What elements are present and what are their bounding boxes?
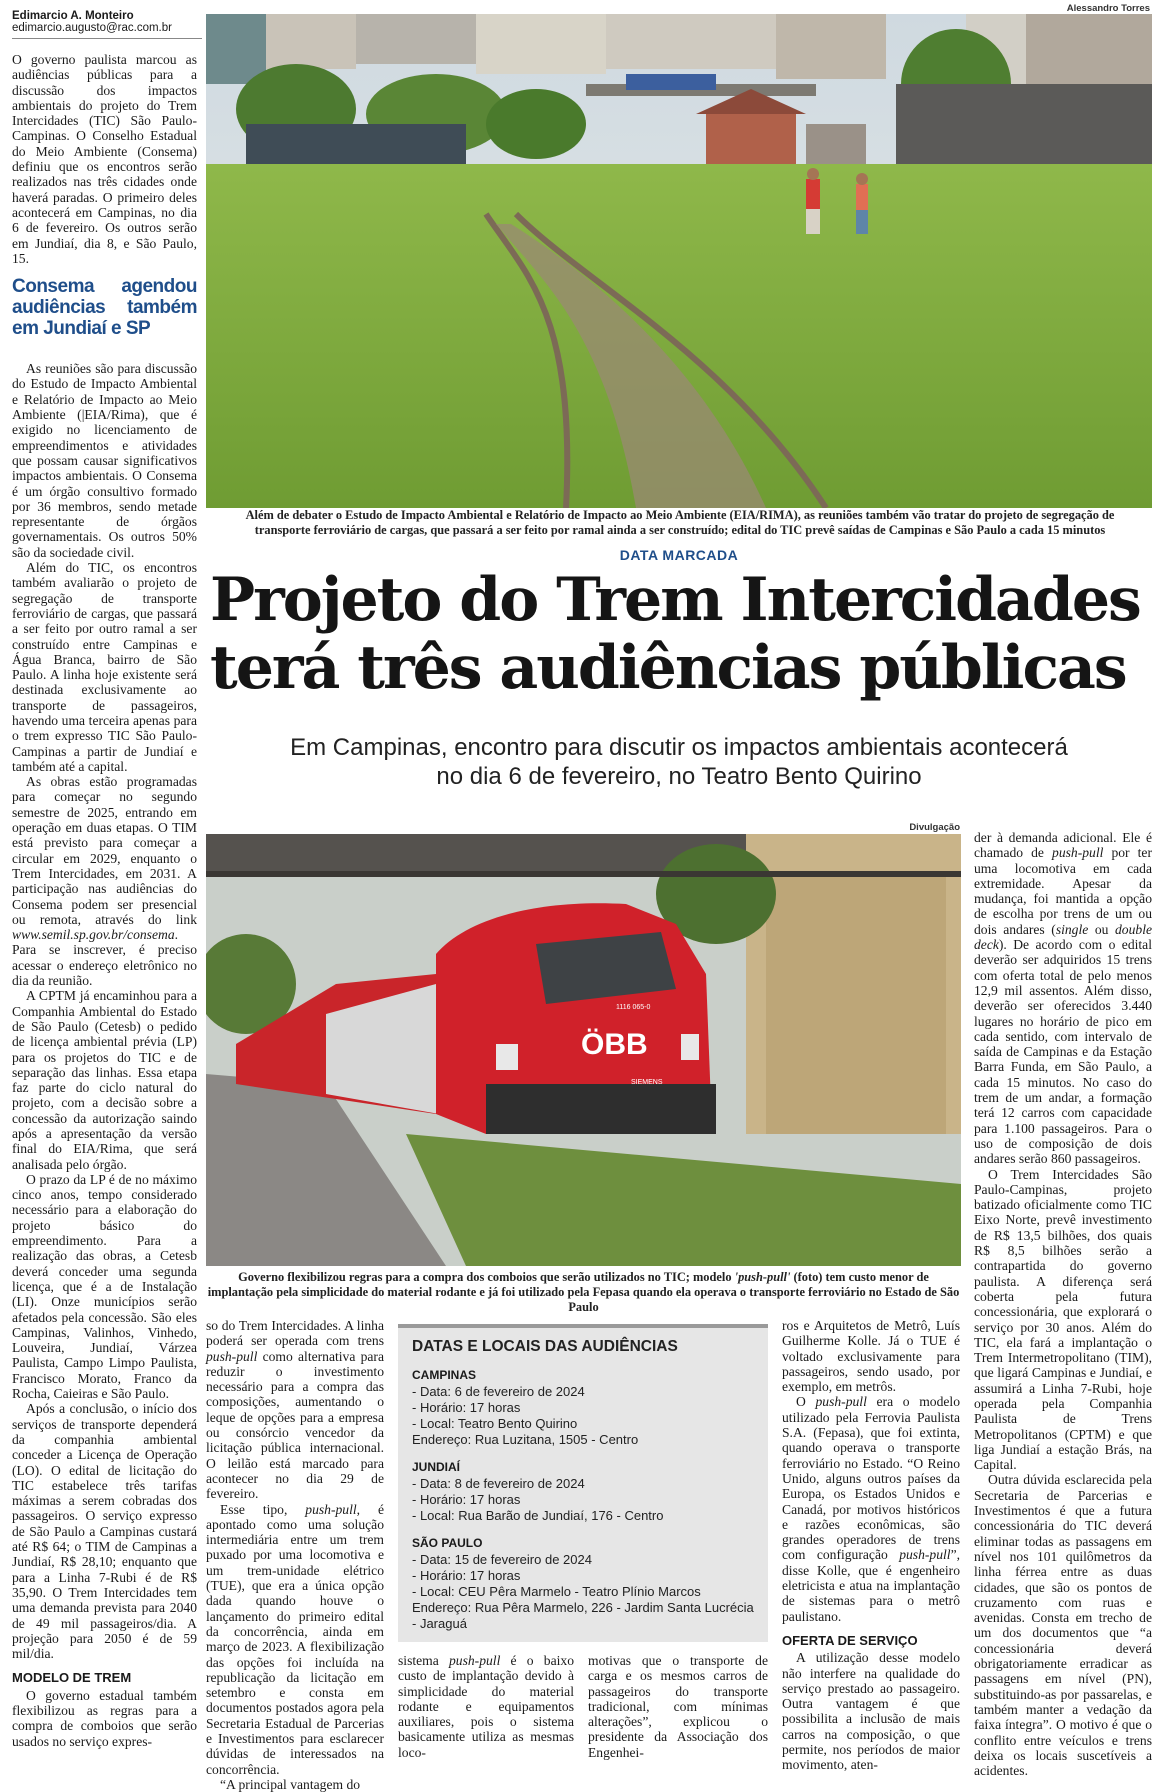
- body-paragraph: O Trem Intercidades São Paulo-Campinas, projeto batizado oficialmente como TIC Eixo Norte, prevê investimento de R$ 13,5 bilhões, dos quais R$ 8,5 bilhões serão a contrapartida do governo paulista. A diferença será coberta pela futura concessionária, que explorará o serviço por 30 anos. Além do TIC, ela fará a implantação o Trem Intermetropolitano (TIM), que ligará Campinas e Jundiaí, e assumirá a Linha 7-Rubi, hoje operada pela Companhia Paulista de Trens Metropolitanos (CPTM) e que liga Jundiaí a estação Brás, na Capital.: [974, 1166, 1152, 1473]
- sidebar-intro: O governo paulista marcou as audiências públicas para a discussão dos impactos ambientais do projeto do Trem Intercidades (TIC) São Paulo-Campinas. O Conselho Estadual do Meio Ambiente (Consema) definiu que os encontros serão realizados nas três cidades onde haverá paradas. O primeiro deles acontecerá em Campinas, no dia 6 de fevereiro. Os outros serão em Jundiaí, dia 8, e São Paulo, 15.: [12, 52, 197, 266]
- body-paragraph: A utilização desse modelo não interfere na qualidade do serviço prestado ao passageiro. Outra vantagem é que possibilita a inclusão de mais carros na composição, o que permite, nos períodos de maior movimento, aten-: [782, 1650, 960, 1773]
- info-box-city: CAMPINAS - Data: 6 de fevereiro de 2024 - Horário: 17 horas - Local: Teatro Bento Quirino Endereço: Rua Luzitana, 1505 - Centro: [412, 1368, 639, 1447]
- byline: [12, 10, 202, 39]
- photo-credit: Alessandro Torres: [1066, 3, 1150, 14]
- maker-plate: SIEMENS: [631, 1079, 663, 1086]
- author-email: edimarcio.augusto@rac.com.br: [12, 22, 172, 34]
- subheadline-line: Em Campinas, encontro para discutir os impactos ambientais acontecerá: [290, 734, 1068, 761]
- info-box: [398, 1324, 768, 1642]
- headline-line: Projeto do Trem Intercidades: [210, 565, 1140, 635]
- consema-link[interactable]: www.semil.sp.gov.br/consema: [12, 927, 175, 943]
- body-column-5: [782, 1318, 960, 1773]
- sidebar-paragraph: As obras estão programadas para começar no segundo semestre de 2025, entrando em operação em duas etapas. O TIM está previsto para começar a circular em 2029, enquanto o Trem Intercidades, em 2031. A participação nas audiências do Consema podem ser presencial ou remota, através do link www.semil.sp.gov.br/consema. Para se inscrever, é preciso acessar o endereço eletrônico no dia da reunião.: [12, 774, 197, 989]
- author-name: Edimarcio A. Monteiro: [12, 10, 134, 22]
- sidebar-paragraph: Após a conclusão, o início dos serviços de transporte dependerá da companhia ambiental conceder a Licença de Operação (LO). O edital de licitação do TIC estabelece três tarifas máximas a serem cobradas dos passageiros. O serviço expresso de São Paulo a Campinas custará até R$ 64; o TIM de Campinas a Jundiaí, R$ 28,10; enquanto que para a Linha 7-Rubi é de R$ 35,90. O Trem Intercidades tem uma demanda prevista para 2040 de 49 mil passageiros/dia. A projeção para 2050 é de 59 mil/dia.: [12, 1401, 197, 1662]
- info-box-title: DATAS E LOCAIS DAS AUDIÊNCIAS: [412, 1338, 678, 1355]
- train-photo: [206, 834, 961, 1266]
- info-box-city: SÃO PAULO - Data: 15 de fevereiro de 2024 - Horário: 17 horas - Local: CEU Pêra Marmelo - Teatro Plínio Marcos Endereço: Rua Pêra Marmelo, 226 - Jardim Santa Lucrécia - Jaraguá: [412, 1536, 754, 1631]
- loco-number: 1116 065-0: [616, 1004, 651, 1011]
- body-paragraph: so do Trem Intercidades. A linha poderá ser operada com trens push-pull como alternativa para reduzir o investimento necessário para a compra das composições, aumentando o leque de opções para a empresa ou consórcio vencedor da licitação pública internacional. O leilão está marcado para acontecer no dia 29 de fevereiro.: [206, 1318, 384, 1502]
- headline-line: terá três audiências públicas: [210, 633, 1126, 703]
- body-paragraph: Outra dúvida esclarecida pela Secretaria de Parcerias e Investimentos é que a futura concessionária do TIC deverá eliminar todas as passagens em nível nos 101 quilômetros da linha férrea entre as duas cidades, que são os pontos de cruzamento com ruas e avenidas. Consta em trecho de um dos documentos que “a concessionária deverá obrigatoriamente erradicar as passagens em nível (PN), substituindo-as por passarelas, e também manter a vedação da faixa íntegra”. O motivo é que o conflito entre veículos e trens deixa os locais suscetíveis a acidentes.: [974, 1472, 1152, 1779]
- top-photo-caption: Além de debater o Estudo de Impacto Ambiental e Relatório de Impacto ao Meio Ambiente (EIA/RIMA), as reuniões também vão tratar do projeto de segregação de transporte ferroviário de cargas, que passará a ser feito por ramal ainda a ser construído; edital do TIC prevê saídas de Campinas e São Paulo a cada 15 minutos: [245, 508, 1115, 537]
- sidebar-paragraph: As reuniões são para discussão do Estudo de Impacto Ambiental e Relatório de Impacto ao Meio Ambiente (|EIA/Rima), que é exigido no licenciamento de empreendimentos e atividades que possam causar significativos impactos ambientais. O Consema é um órgão consultivo formado por 36 membros, sendo metade representante de órgãos governamentais. Os outros 50% são da sociedade civil.: [12, 361, 197, 560]
- body-column-6: [974, 830, 1152, 1778]
- subheadline: [206, 733, 1152, 791]
- body-column-4: [588, 1653, 768, 1760]
- sidebar-title: Consema agendou audiências também em Jundiaí e SP: [12, 276, 197, 340]
- body-paragraph: motivas que o transporte de carga e os mesmos carros de passageiros do transporte tradicional, com mínimas alterações”, explicou o presidente da Associação dos Engenhei-: [588, 1653, 768, 1760]
- body-paragraph: O push-pull era o modelo utilizado pela Ferrovia Paulista S.A. (Fepasa), que foi extinta, quando operava o transporte ferroviário no Estado. “O Reino Unido, alguns outros países da Europa, os Estados Unidos e Canadá, por motivos históricos e razões econômicas, são grandes operadores de trens com configuração push-pull”, disse Kolle, que é engenheiro eletricista e atua na implantação de sistemas para o metrô paulistano.: [782, 1394, 960, 1624]
- headline: [210, 566, 1156, 702]
- railway-photo: [206, 14, 1152, 508]
- sidebar-column: [12, 52, 197, 1749]
- body-paragraph: Esse tipo, push-pull, é apontado como uma solução intermediária entre um trem puxado por uma locomotiva e um trem-unidade elétrico (TUE), que era a única opção dada quando houve o lançamento do primeiro edital da concorrência, ainda em março de 2023. A flexibilização das opções foi incluída na republicação da licitação em setembro e consta em documentos postados agora pela Secretaria Estadual de Parcerias e Investimentos para esclarecer dúvidas de interessados na concorrência.: [206, 1501, 384, 1777]
- kicker: DATA MARCADA: [619, 547, 739, 563]
- info-box-city: JUNDIAÍ - Data: 8 de fevereiro de 2024 - Horário: 17 horas - Local: Rua Barão de Jundiaí, 176 - Centro: [412, 1460, 664, 1523]
- body-column-3: [398, 1653, 574, 1760]
- sidebar-paragraph: O prazo da LP é de no máximo cinco anos, tempo considerado necessário para a elaboração do projeto básico do empreendimento. Para a realização das obras, a Cetesb deverá conceder uma segunda licença, que é a de Instalação (LI). Onze municípios serão afetados pela concessão. São eles Campinas, Valinhos, Vinhedo, Louveira, Jundiaí, Várzea Paulista, Campo Limpo Paulista, Francisco Morato, Franco da Rocha, Caieiras e São Paulo.: [12, 1171, 197, 1402]
- sidebar-paragraph: O governo estadual também flexibilizou as regras para a compra de comboios que serão usados no serviço expres-: [12, 1687, 197, 1749]
- body-paragraph: “A principal vantagem do: [220, 1776, 361, 1792]
- body-paragraph: sistema push-pull é o baixo custo de implantação devido à simplicidade do material rodante e equipamentos auxiliares, pois o sistema basicamente utiliza as mesmas loco-: [398, 1653, 574, 1760]
- photo-credit: Divulgação: [909, 822, 960, 833]
- subheadline-line: no dia 6 de fevereiro, no Teatro Bento Quirino: [436, 763, 922, 790]
- sidebar-paragraph: A CPTM já encaminhou para a Companhia Ambiental do Estado de São Paulo (Cetesb) o pedido de licença ambiental prévia (LP) para os projetos do TIC e de separação das linhas. Essa etapa faz parte do ciclo natural do projeto, com a decisão sobre a concessão da autorização saindo após a apresentação da versão final do EIA/Rima, que será analisada pelo órgão.: [12, 988, 197, 1172]
- section-heading: OFERTA DE SERVIÇO: [782, 1632, 918, 1648]
- section-heading: MODELO DE TREM: [12, 1670, 132, 1686]
- body-paragraph: der à demanda adicional. Ele é chamado de push-pull por ter uma locomotiva em cada extremidade. Apesar da mudança, foi mantida a opção de escolha por trens de um ou dois andares (single ou double deck). De acordo com o edital deverão ser adquiridos 15 trens com oferta total de pelo menos 12,9 mil assentos. Além disso, deverão ser oferecidos 3.440 lugares no horário de pico em cada sentido, com intervalo de saída de Campinas e da Estação Barra Funda, em São Paulo, a cada 15 minutos. No caso do trem de um andar, a formação terá 12 carros com capacidade para 1.100 passageiros. Para o uso de composição de dois andares serão 860 passageiros.: [974, 830, 1152, 1167]
- train-photo-caption: Governo flexibilizou regras para a compra dos comboios que serão utilizados no TIC; modelo 'push-pull' (foto) tem custo menor de implantação pela simplicidade do material rodante e já foi utilizado pela Fepasa quando ela operava o transporte ferroviário no Estado de São Paulo: [207, 1270, 960, 1314]
- sidebar-paragraph: Além do TIC, os encontros também avaliarão o projeto de segregação de transporte ferroviário de cargas, que passará a ser feito por outro ramal a ser construído entre Campinas e Água Branca, bairro de São Paulo. A linha hoje existente será destinada exclusivamente ao transporte de passageiros, havendo uma terceira apenas para o trem expresso TIC São Paulo-Campinas a partir de Jundiaí e também até a capital.: [12, 560, 197, 774]
- body-paragraph: ros e Arquitetos de Metrô, Luís Guilherme Kolle. Já o TUE é voltado exclusivamente para passageiros, sendo usado, por exemplo, em metrôs.: [782, 1318, 960, 1395]
- body-column-2: [206, 1318, 384, 1792]
- obb-logo: ÖBB: [581, 1028, 648, 1061]
